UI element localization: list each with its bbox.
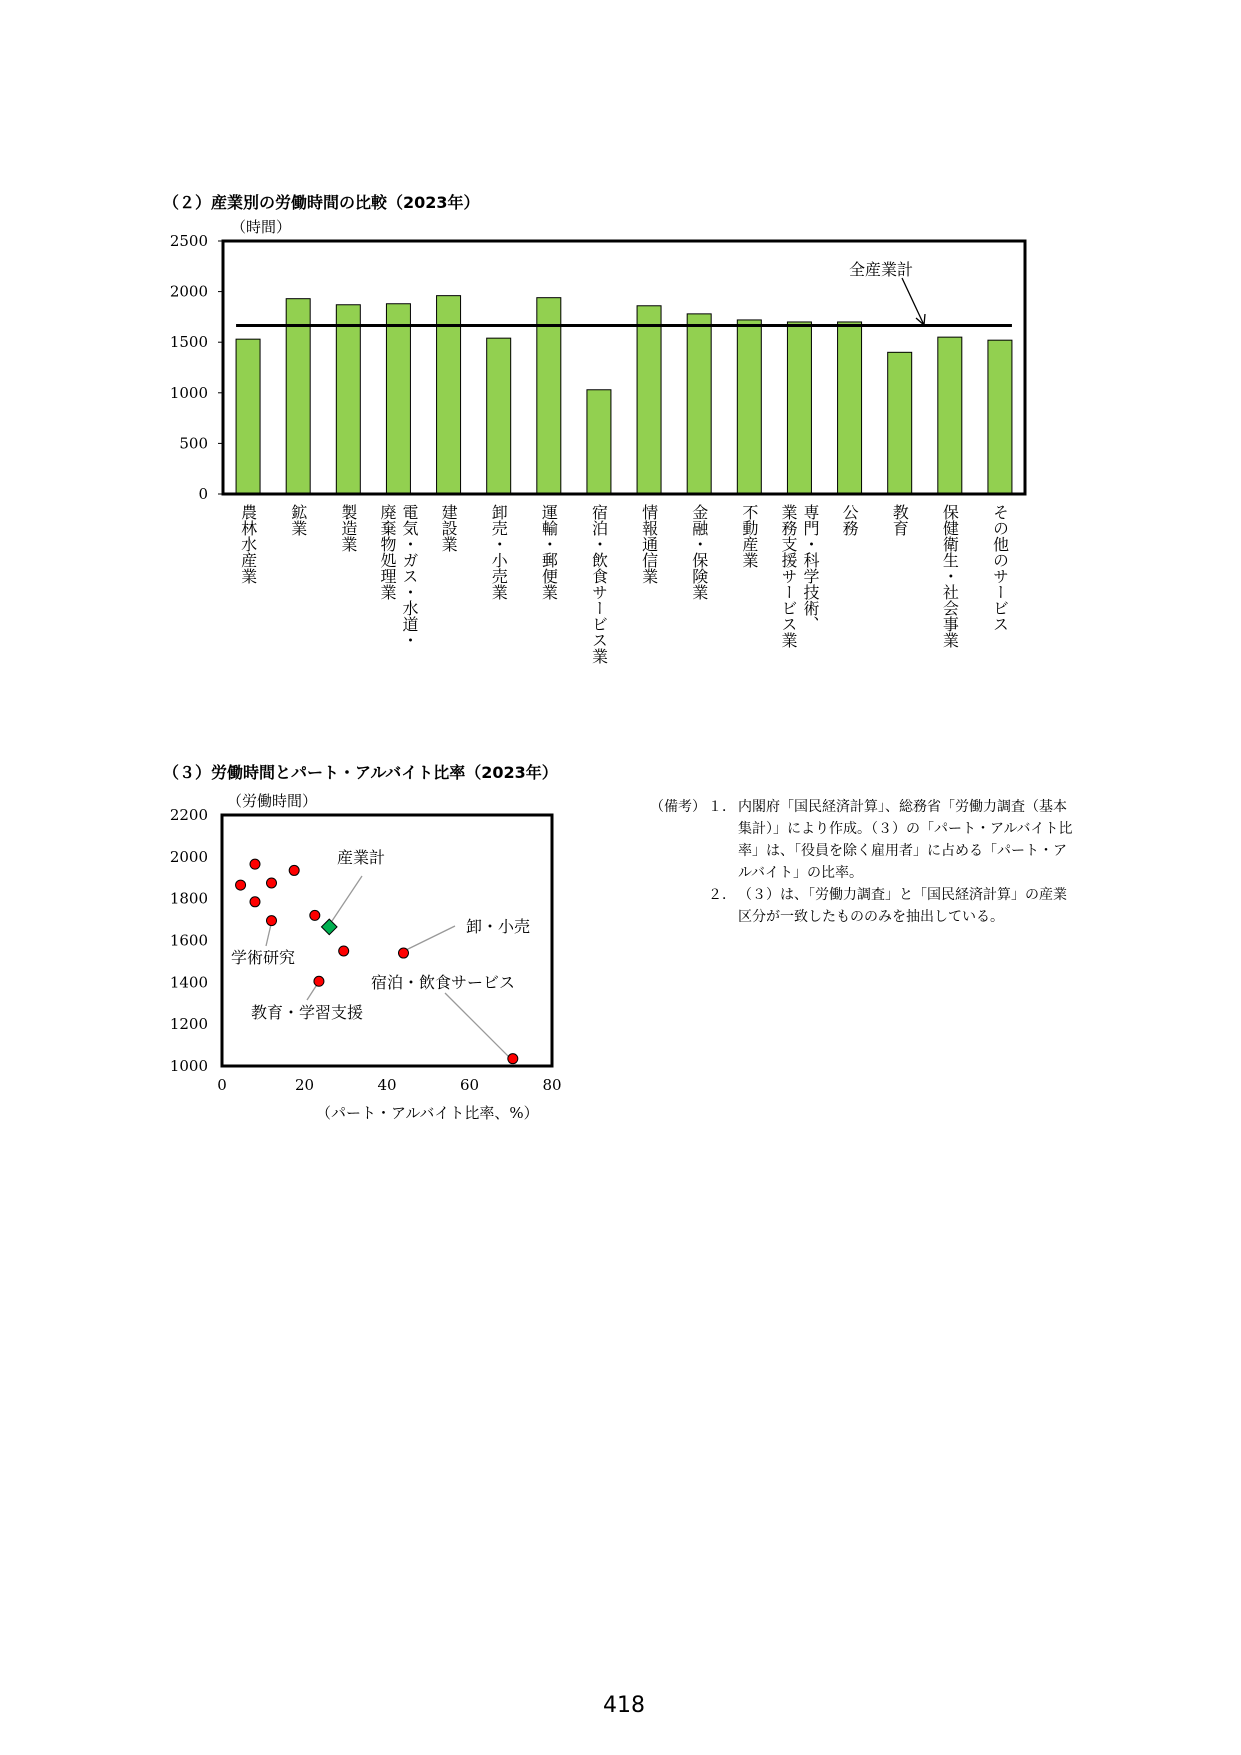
wholesale-retail-label: 卸・小売: [466, 917, 531, 936]
bar-chart-title: （２）産業別の労働時間の比較（2023年）: [163, 193, 480, 212]
scatter-chart-title: （３）労働時間とパート・アルバイト比率（2023年）: [163, 763, 558, 782]
notes-head: （備考）: [650, 799, 706, 815]
scatter-point: [267, 916, 277, 926]
note-text: （３）は、「労働力調査」と「国民経済計算」の産業区分が一致したもののみを抽出している。: [738, 887, 1067, 925]
scatter-point: [314, 976, 324, 986]
industry-total-leader: [332, 876, 362, 921]
y-tick-label: 1400: [169, 973, 208, 992]
category-label: 農林水産業: [238, 504, 258, 584]
y-tick-label: 2000: [169, 282, 208, 301]
y-tick-label: 0: [198, 485, 208, 503]
industry-total-point: [321, 919, 337, 935]
category-label: 不動産業: [739, 504, 759, 568]
category-label: 建設業: [439, 504, 459, 552]
y-tick-label: 1800: [169, 889, 208, 908]
category-label: 保健衛生・社会事業: [940, 504, 960, 648]
scatter-point: [508, 1054, 518, 1064]
x-tick-label: 0: [217, 1076, 227, 1094]
scatter-point: [250, 859, 260, 869]
scatter-point: [399, 948, 409, 958]
category-label: 卸売・小売業: [489, 504, 509, 600]
note-number: ２．: [708, 887, 736, 903]
scatter-point: [236, 880, 246, 890]
accommodation-food-leader: [445, 993, 510, 1058]
x-tick-label: 40: [377, 1076, 397, 1094]
x-tick-label: 80: [542, 1076, 562, 1094]
scatter-point: [310, 910, 320, 920]
category-label: 業務支援サービス業: [778, 504, 798, 648]
wholesale-retail-leader: [404, 926, 455, 951]
bar-chart-y-unit: （時間）: [231, 218, 292, 236]
industry-total-label: 産業計: [337, 848, 386, 867]
y-tick-label: 1000: [169, 383, 208, 402]
annotation-leaders: [266, 876, 510, 1058]
category-label: 専門・科学技術、: [800, 504, 820, 632]
note-item-1: [650, 796, 1090, 884]
scatter-point: [339, 946, 349, 956]
scatter-x-unit: （パート・アルバイト比率、%）: [316, 1104, 539, 1122]
category-label: 金融・保険業: [689, 504, 709, 600]
category-label: 教育: [890, 504, 910, 536]
y-tick-label: 1600: [169, 931, 208, 950]
total-annotation-label: 全産業計: [849, 260, 914, 279]
x-tick-label: 60: [459, 1076, 480, 1094]
scatter-plot-frame: [222, 815, 552, 1066]
y-tick-label: 1500: [169, 333, 208, 352]
y-tick-label: 2000: [169, 847, 208, 866]
y-tick-label: 2200: [169, 806, 208, 824]
category-label: 宿泊・飲食サービス業: [589, 504, 609, 664]
category-label: 電気・ガス・水道・: [399, 504, 419, 648]
note-item-2: [650, 884, 1090, 928]
scatter-point: [289, 865, 299, 875]
y-tick-label: 2500: [169, 232, 208, 250]
x-tick-label: 20: [294, 1076, 315, 1094]
y-tick-label: 500: [179, 434, 208, 453]
notes: [650, 796, 1090, 928]
category-label: 運輸・郵便業: [539, 504, 559, 600]
scatter-y-unit: （労働時間）: [227, 792, 318, 810]
y-tick-label: 1000: [169, 1057, 208, 1075]
category-label: 情報通信業: [639, 504, 659, 584]
category-label: その他のサービス: [990, 504, 1010, 632]
accommodation-food-label: 宿泊・飲食サービス: [371, 973, 516, 992]
category-label: 鉱業: [288, 504, 308, 536]
note-number: １．: [708, 799, 736, 815]
academic-research-label: 学術研究: [231, 948, 296, 967]
category-label: 公務: [840, 504, 860, 536]
note-text: 内閣府「国民経済計算」、総務省「労働力調査（基本集計）」により作成。（３）の「パート・アルバイト比率」は、「役員を除く雇用者」に占める「パート・アルバイト」の比率。: [738, 799, 1073, 881]
y-tick-label: 1200: [169, 1015, 208, 1034]
page-number: 418: [603, 1693, 645, 1718]
category-label: 製造業: [338, 504, 358, 552]
scatter-point: [267, 878, 277, 888]
category-label: 廃棄物処理業: [377, 504, 397, 600]
education-label: 教育・学習支援: [251, 1003, 364, 1022]
scatter-point: [250, 897, 260, 907]
